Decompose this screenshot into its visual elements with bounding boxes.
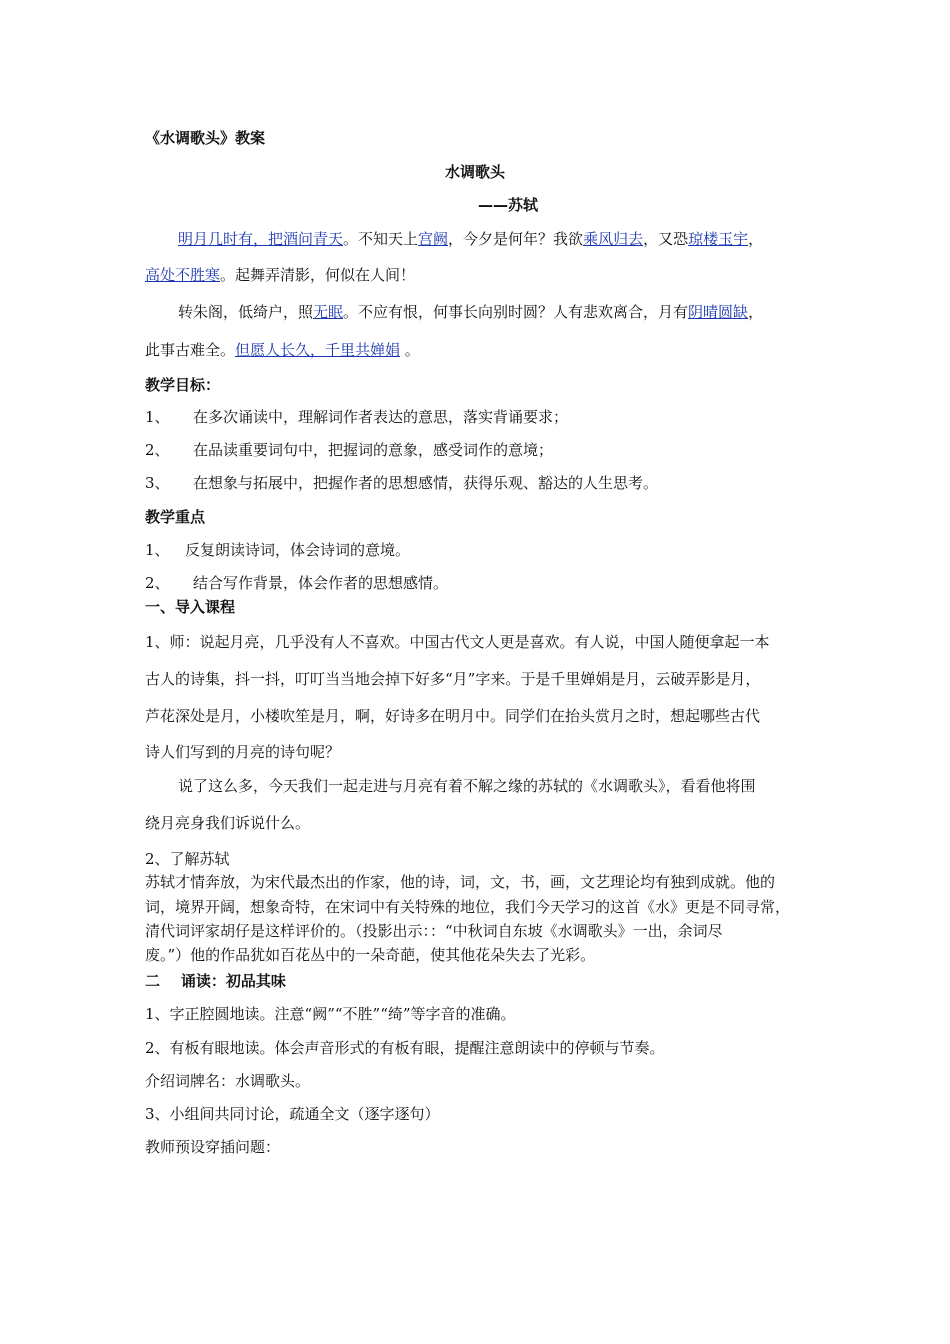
poem-link[interactable]: 琼楼玉宇 <box>688 230 749 248</box>
poem-text: ，今夕是何年？我欲 <box>448 230 584 248</box>
poem-para2-line1 <box>178 302 763 322</box>
section2-line: 1、字正腔圆地读。注意“阙”“不胜”“绮”等字音的准确。 <box>145 1005 516 1023</box>
goal-text: 在品读重要词句中，把握词的意象，感受词作的意境； <box>193 441 554 459</box>
poem-text: 。不应有恨，何事长向别时圆？人有悲欢离合，月有 <box>343 303 689 321</box>
poem-link[interactable]: 阴晴圆缺 <box>688 303 749 321</box>
focus-text: 反复朗读诗词，体会诗词的意境。 <box>185 541 411 559</box>
section2-line: 3、小组间共同讨论，疏通全文（逐字逐句） <box>145 1105 440 1123</box>
focus-number: 2、 <box>145 574 170 592</box>
section2-heading: 二 诵读：初品其味 <box>145 972 286 990</box>
section1-p1-line: 1、师：说起月亮，几乎没有人不喜欢。中国古代文人更是喜欢。有人说，中国人随便拿起一本 <box>145 633 770 651</box>
focus-item <box>145 573 448 593</box>
poem-author: ——苏轼 <box>478 196 539 214</box>
section2-line: 2、有板有眼地读。体会声音形式的有板有眼，提醒注意朗读中的停顿与节奏。 <box>145 1039 665 1057</box>
poem-link[interactable]: 无眠 <box>313 303 344 321</box>
poem-text: ， <box>748 303 764 321</box>
poem-para1-line1 <box>178 229 763 249</box>
goal-text: 在多次诵读中，理解词作者表达的意思，落实背诵要求； <box>193 408 569 426</box>
focus-number: 1、 <box>145 541 170 559</box>
section1-p2-line: 绕月亮身我们诉说什么。 <box>145 814 311 832</box>
section1-p3-line: 废。”）他的作品犹如百花丛中的一朵奇葩，使其他花朵失去了光彩。 <box>145 946 596 964</box>
section1-subheading: 2、了解苏轼 <box>145 850 230 868</box>
section1-p1-line: 诗人们写到的月亮的诗句呢？ <box>145 743 341 761</box>
document-title: 《水调歌头》教案 <box>145 129 266 147</box>
poem-text: ，又恐 <box>643 230 689 248</box>
goals-heading: 教学目标： <box>145 376 221 394</box>
goal-number: 2、 <box>145 441 170 459</box>
poem-para2-line2 <box>145 340 420 360</box>
focus-item <box>145 540 410 560</box>
poem-link[interactable]: 乘风归去 <box>583 230 644 248</box>
poem-text: 。不知天上 <box>343 230 419 248</box>
section1-p3-line: 词，境界开阔，想象奇特，在宋词中有关特殊的地位，我们今天学习的这首《水》更是不同寻常， <box>145 898 791 916</box>
poem-title: 水调歌头 <box>444 163 505 181</box>
poem-text: 。起舞弄清影，何似在人间！ <box>220 266 416 284</box>
section1-p1-line: 古人的诗集，抖一抖，叮叮当当地会掉下好多“月”字来。于是千里婵娟是月，云破弄影是月， <box>145 670 761 688</box>
goal-item <box>145 440 553 460</box>
section1-heading: 一、导入课程 <box>145 598 236 616</box>
focus-text: 结合写作背景，体会作者的思想感情。 <box>193 574 449 592</box>
poem-text: 转朱阁，低绮户，照 <box>178 303 314 321</box>
poem-link[interactable]: 宫阙 <box>418 230 449 248</box>
goal-item <box>145 473 658 493</box>
section2-line: 介绍词牌名：水调歌头。 <box>145 1072 311 1090</box>
section2-line: 教师预设穿插问题： <box>145 1138 281 1156</box>
poem-link[interactable]: 明月几时有，把酒问青天 <box>178 230 344 248</box>
section1-p3-line: 苏轼才情奔放，为宋代最杰出的作家，他的诗，词，文，书，画，文艺理论均有独到成就。他的 <box>145 873 776 891</box>
section1-p3-line: 清代词评家胡仔是这样评价的。（投影出示：：“中秋词自东坡《水调歌头》一出，余词尽 <box>145 922 723 940</box>
goal-number: 1、 <box>145 408 170 426</box>
poem-text: ， <box>748 230 764 248</box>
section1-p1-line: 芦花深处是月，小楼吹笙是月，啊，好诗多在明月中。同学们在抬头赏月之时，想起哪些古代 <box>145 707 761 725</box>
focus-heading: 教学重点 <box>145 508 206 526</box>
section1-p2-line: 说了这么多，今天我们一起走进与月亮有着不解之缘的苏轼的《水调歌头》，看看他将围 <box>178 777 756 795</box>
poem-text: 。 <box>400 341 420 359</box>
goal-item <box>145 407 568 427</box>
poem-link[interactable]: 但愿人长久，千里共婵娟 <box>235 341 401 359</box>
poem-text: 此事古难全。 <box>145 341 236 359</box>
goal-number: 3、 <box>145 474 170 492</box>
goal-text: 在想象与拓展中，把握作者的思想感情，获得乐观、豁达的人生思考。 <box>193 474 659 492</box>
poem-link[interactable]: 高处不胜寒 <box>145 266 221 284</box>
poem-para1-line2 <box>145 265 415 285</box>
